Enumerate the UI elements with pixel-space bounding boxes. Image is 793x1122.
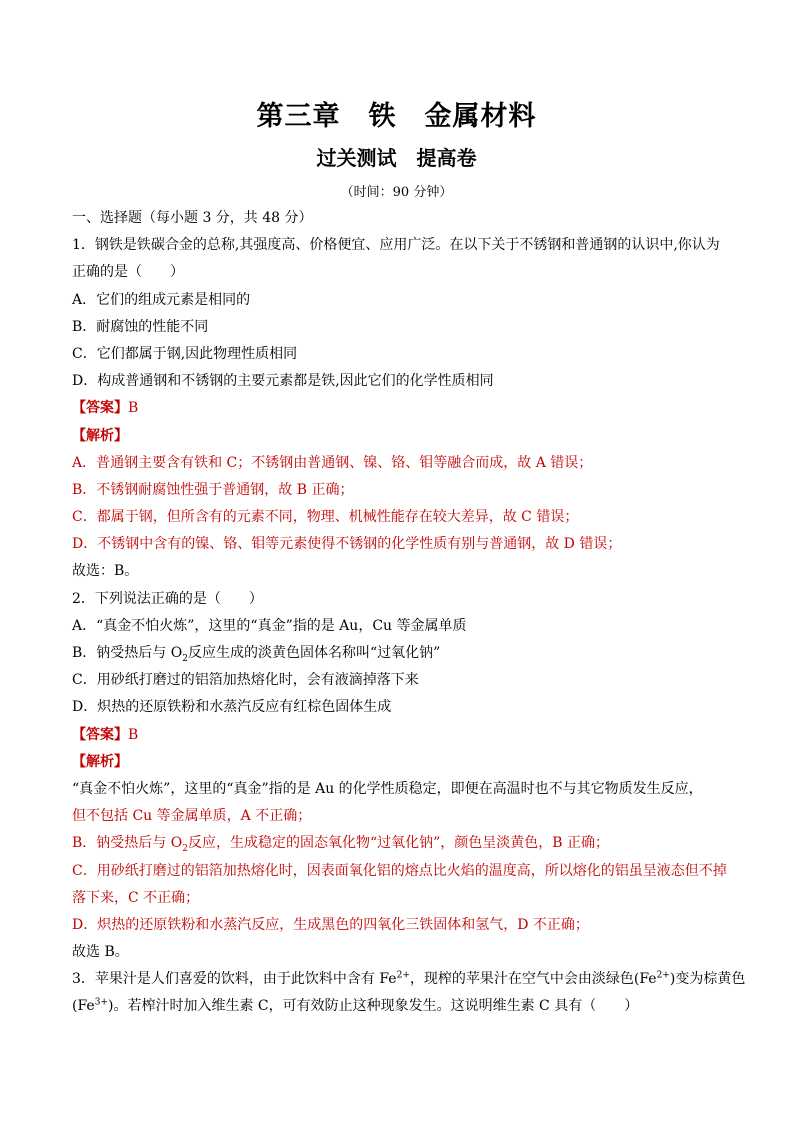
q1-explanation-c: C．都属于钢，但所含有的元素不同，物理、机械性能存在较大差异，故 C 错误； xyxy=(72,509,579,526)
q2-answer-value: B xyxy=(128,726,139,743)
q2-analysis-label: 【解析】 xyxy=(72,753,128,770)
q3-stem-line2 xyxy=(72,993,727,1020)
q1-stem-line1: 1．钢铁是铁碳合金的总称,其强度高、价格便宜、应用广泛。在以下关于不锈钢和普通钢的认识中,你认为 xyxy=(72,237,720,254)
q2-explanation-d: D．炽热的还原铁粉和水蒸汽反应，生成黑色的四氧化三铁固体和氢气，D 不正确； xyxy=(72,916,589,933)
q3-text-5: )。若榨汁时加入维生素 C，可有效防止这种现象发生。这说明维生素 C 具有（ ） xyxy=(107,998,639,1015)
q2-explanation-quote: “真金不怕火炼”，这里的“真金”指的是 Au 的化学性质稳定，即便在高温时也不与其它物质发生反应， xyxy=(72,780,703,797)
q2-explanation-c-line2: 落下来，C 不正确； xyxy=(72,889,200,906)
q3-superscript-3: 3+ xyxy=(94,997,108,1008)
q1-explanation-a: A．普通钢主要含有铁和 C；不锈钢由普通钢、镍、铬、钼等融合而成，故 A 错误； xyxy=(72,454,593,471)
q2-answer-label: 【答案】 xyxy=(72,726,128,743)
q3-stem-line1 xyxy=(72,966,746,993)
q2-explanation-b-subscript: 2 xyxy=(182,844,188,855)
q2-stem: 2．下列说法正确的是（ ） xyxy=(72,590,263,607)
q2-answer xyxy=(72,722,727,749)
q1-explanation-d: D．不锈钢中含有的镍、铬、钼等元素使得不锈钢的化学性质有别与普通钢，故 D 错误； xyxy=(72,536,622,553)
q1-stem-line2: 正确的是（ ） xyxy=(72,264,184,281)
q3-text-2: ，现榨的苹果汁在空气中会由淡绿色(Fe xyxy=(409,971,657,988)
q3-text-1: 3．苹果汁是人们喜爱的饮料，由于此饮料中含有 Fe xyxy=(72,971,397,988)
q3-text-3: )变为棕黄色 xyxy=(669,971,746,988)
q1-option-a: A．它们的组成元素是相同的 xyxy=(72,291,251,308)
q2-option-d: D．炽热的还原铁粉和水蒸汽反应有红棕色固体生成 xyxy=(72,699,392,716)
q2-explanation-c-line1: C．用砂纸打磨过的铝箔加热熔化时，因表面氧化铝的熔点比火焰的温度高，所以熔化的铝虽呈液态但不掉 xyxy=(72,862,727,879)
q3-superscript-1: 2+ xyxy=(396,970,410,981)
q1-analysis-label: 【解析】 xyxy=(72,427,128,444)
q3-superscript-2: 2+ xyxy=(656,970,670,981)
q2-option-a: A．“真金不怕火炼”，这里的“真金”指的是 Au，Cu 等金属单质 xyxy=(72,617,467,634)
q1-option-b: B．耐腐蚀的性能不同 xyxy=(72,318,209,335)
q2-option-b-subscript: 2 xyxy=(182,653,188,664)
q1-option-d: D．构成普通钢和不锈钢的主要元素都是铁,因此它们的化学性质相同 xyxy=(72,373,494,390)
section-heading: 一、选择题（每小题 3 分，共 48 分） xyxy=(72,210,313,226)
time-limit: （时间：90 分钟） xyxy=(340,185,453,200)
q2-explanation-b xyxy=(72,830,727,857)
q1-option-c: C．它们都属于钢,因此物理性质相同 xyxy=(72,345,298,362)
q2-option-b-text: B．钠受热后与 O xyxy=(72,645,183,661)
q3-text-4: (Fe xyxy=(72,998,95,1015)
question-body xyxy=(72,205,746,1021)
q2-option-b xyxy=(72,640,727,667)
q2-conclusion: 故选 B。 xyxy=(72,944,129,961)
q1-conclusion: 故选：B。 xyxy=(72,563,139,580)
q1-explanation-b: B．不锈钢耐腐蚀性强于普通钢，故 B 正确； xyxy=(72,481,354,498)
q2-explanation-b-text-end: 反应，生成稳定的固态氧化物“过氧化钠”，颜色呈淡黄色，B 正确； xyxy=(187,835,610,852)
q2-explanation-b-text: B．钠受热后与 O xyxy=(72,835,183,852)
chapter-title: 第三章 铁 金属材料 xyxy=(256,101,537,132)
q1-answer xyxy=(72,395,727,422)
q2-option-b-text-end: 反应生成的淡黄色固体名称叫“过氧化钠” xyxy=(187,645,441,661)
test-subtitle: 过关测试 提高卷 xyxy=(316,146,477,170)
q1-answer-label: 【答案】 xyxy=(72,400,128,417)
q2-explanation-a: 但不包括 Cu 等金属单质，A 不正确； xyxy=(72,808,312,825)
q1-answer-value: B xyxy=(128,400,139,417)
q2-option-c: C．用砂纸打磨过的铝箔加热熔化时，会有液滴掉落下来 xyxy=(72,672,419,689)
